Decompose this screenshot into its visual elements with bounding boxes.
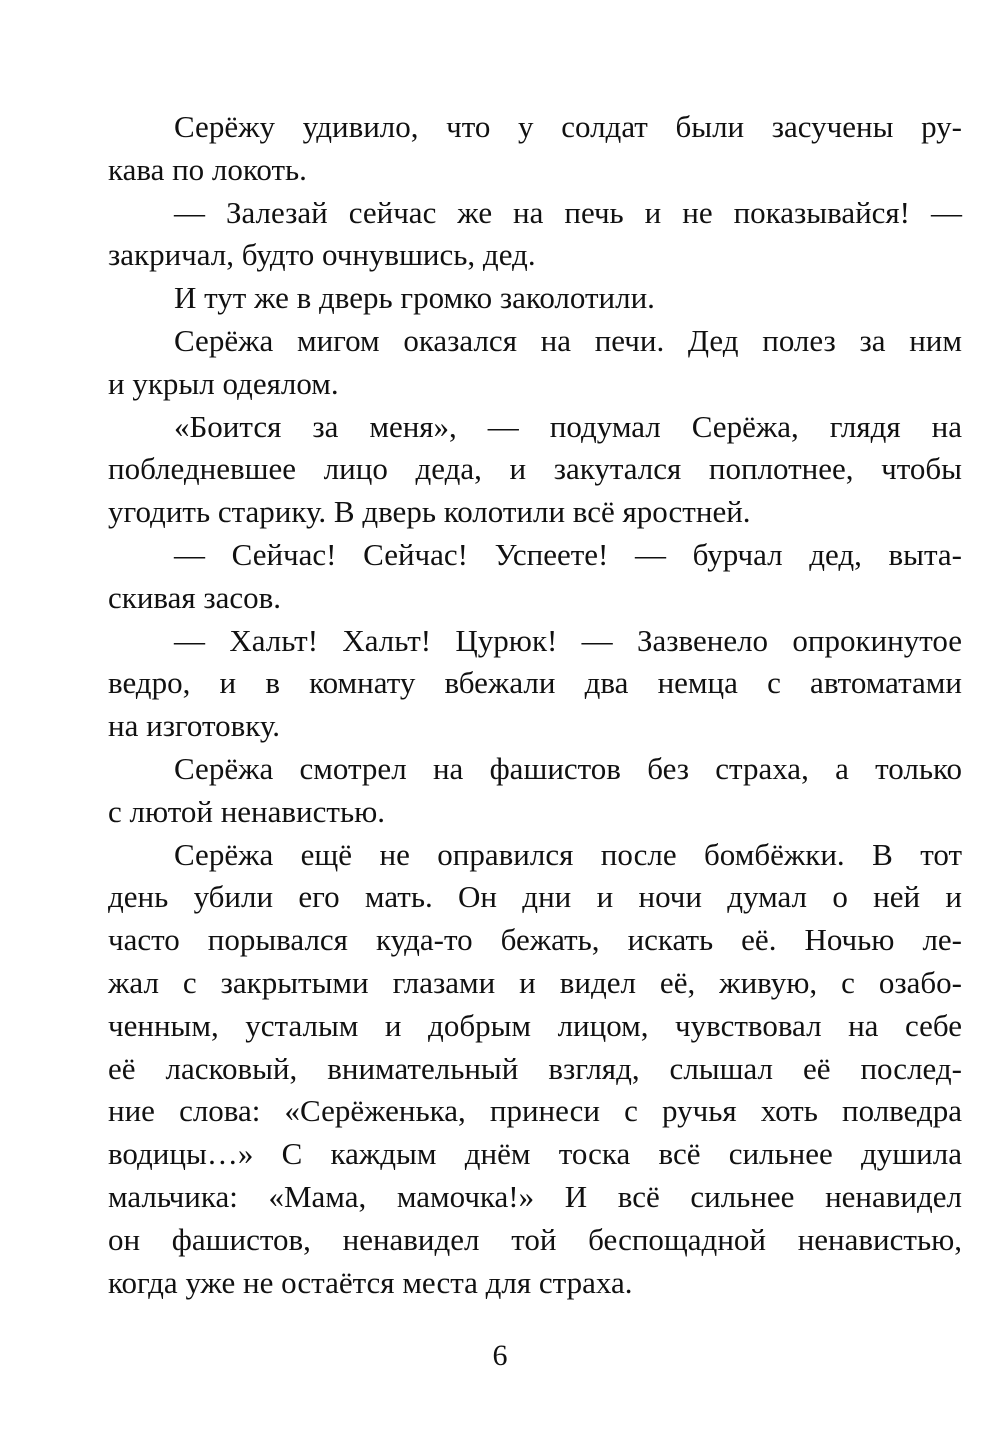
text-line: ченным, усталым и добрым лицом, чувствовал на себе [108,1007,962,1043]
text-line: Серёжу удивило, что у солдат были засучены ру- [174,109,962,144]
text-line: и укрыл одеялом. [108,365,339,401]
text-line: жал с закрытыми глазами и видел её, живую, с озабо- [108,964,962,1000]
text-line: часто порывался куда-то бежать, искать её. Ночью ле- [108,922,962,958]
text-line: кава по локоть. [108,151,307,187]
text-line: — Залезай сейчас же на печь и не показывайся! — [174,194,962,230]
text-line: Серёжа смотрел на фашистов без страха, а только [174,750,962,786]
text-line: с лютой ненавистью. [108,793,385,829]
text-line: когда уже не остаётся места для страха. [108,1264,633,1300]
text-line: на изготовку. [108,708,281,744]
text-line: её ласковый, внимательный взгляд, слышал её послед- [108,1050,962,1086]
body-text [108,106,962,1304]
text-line: закричал, будто очнувшись, дед. [108,237,536,273]
text-line: водицы…» С каждым днём тоска всё сильнее душила [108,1136,962,1172]
text-line: Серёжа ещё не оправился после бомбёжки. В тот [174,836,962,872]
text-line: день убили его мать. Он дни и ночи думал о ней и [108,879,962,915]
text-line: «Боится за меня», — подумал Серёжа, глядя на [174,408,962,444]
text-line: — Хальт! Хальт! Цурюк! — Зазвенело опрокинутое [174,622,962,658]
text-line: ведро, и в комнату вбежали два немца с автоматами [108,665,962,701]
text-line: мальчика: «Мама, мамочка!» И всё сильнее ненавидел [108,1178,962,1214]
text-line: он фашистов, ненавидел той беспощадной ненавистью, [108,1221,962,1257]
text-line: побледневшее лицо деда, и закутался поплотнее, чтобы [108,451,962,487]
text-line: ние слова: «Серёженька, принеси с ручья хоть полведра [108,1093,962,1129]
page-number: 6 [492,1339,508,1372]
text-line: И тут же в дверь громко заколотили. [174,280,655,316]
text-line: угодить старику. В дверь колотили всё яростней. [108,494,751,530]
text-line: скивая засов. [108,579,282,615]
text-line: — Сейчас! Сейчас! Успеете! — бурчал дед, выта- [174,536,962,572]
text-line: Серёжа мигом оказался на печи. Дед полез за ним [174,322,962,358]
